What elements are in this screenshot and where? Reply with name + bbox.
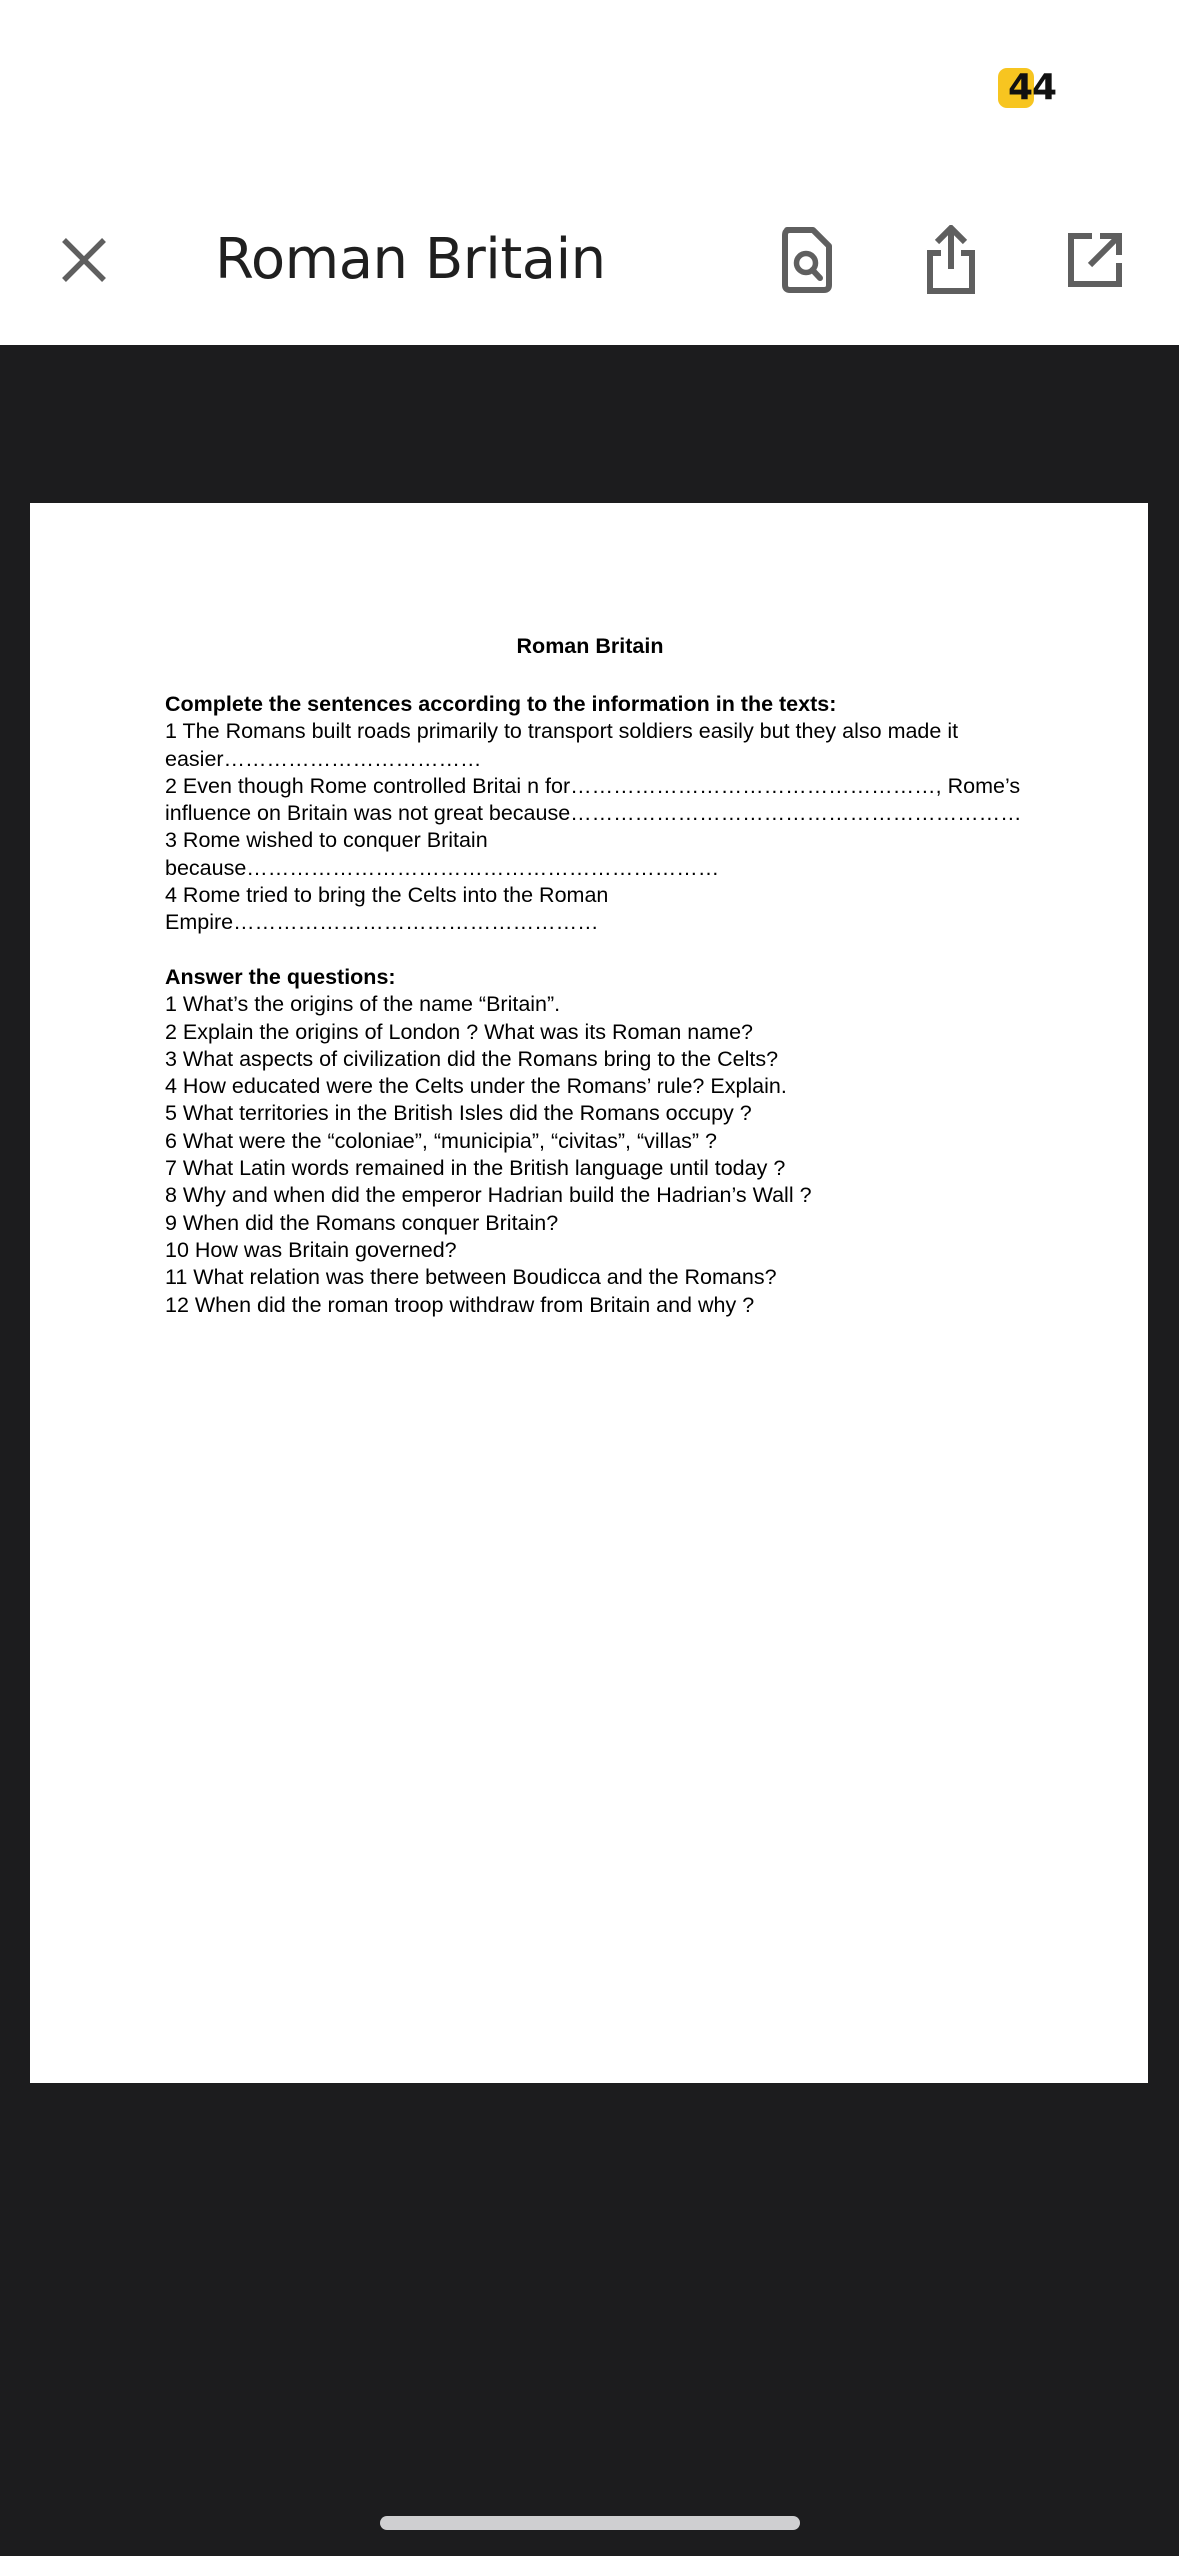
complete-sentences-section	[165, 691, 1045, 937]
list-item: 11 What relation was there between Boudicca and the Romans?	[165, 1265, 777, 1290]
open-external-button[interactable]	[1055, 220, 1135, 300]
section-title: Complete the sentences according to the information in the texts:	[165, 692, 837, 716]
document-heading: Roman Britain	[516, 634, 664, 658]
list-item: 12 When did the roman troop withdraw from Britain and why ?	[165, 1292, 755, 1317]
list-item: 6 What were the “coloniae”, “municipia”, “civitas”, “villas” ?	[165, 1128, 717, 1153]
list-item: because…………………………………………………………	[165, 855, 720, 880]
list-item: 2 Even though Rome controlled Britai n for……………………………………………, Rome’s	[165, 773, 1021, 798]
app-header	[0, 0, 1179, 345]
list-item: 4 How educated were the Celts under the Romans’ rule? Explain.	[165, 1074, 787, 1099]
list-item: 5 What territories in the British Isles did the Romans occupy ?	[165, 1101, 752, 1126]
document-page[interactable]	[30, 503, 1148, 2083]
share-button[interactable]	[911, 220, 991, 300]
document-search-button[interactable]	[767, 220, 847, 300]
list-item: 1 The Romans built roads primarily to transport soldiers easily but they also made it	[165, 719, 959, 744]
list-item: influence on Britain was not great because………………………………………………………	[165, 801, 1022, 826]
list-item: 7 What Latin words remained in the British language until today ?	[165, 1156, 786, 1181]
open-external-icon	[1066, 231, 1124, 289]
list-item: Empire……………………………………………	[165, 910, 599, 935]
close-icon	[60, 236, 108, 284]
home-indicator[interactable]	[380, 2516, 800, 2530]
list-item: 2 Explain the origins of London ? What was its Roman name?	[165, 1019, 753, 1044]
list-item: easier………………………………	[165, 746, 482, 771]
list-item: 1 What’s the origins of the name “Britain”.	[165, 992, 561, 1017]
list-item: 10 How was Britain governed?	[165, 1237, 457, 1262]
list-item: 4 Rome tried to bring the Celts into the Roman	[165, 883, 609, 908]
close-button[interactable]	[44, 220, 124, 300]
list-item: 8 Why and when did the emperor Hadrian build the Hadrian’s Wall ?	[165, 1183, 812, 1208]
answer-questions-section	[165, 964, 1045, 1319]
section-title: Answer the questions:	[165, 965, 396, 989]
battery-indicator	[998, 68, 1060, 108]
document-search-icon	[781, 227, 833, 293]
share-icon	[924, 225, 978, 295]
list-item: 3 What aspects of civilization did the Romans bring to the Celts?	[165, 1046, 779, 1071]
page-title: Roman Britain	[215, 227, 606, 292]
list-item: 9 When did the Romans conquer Britain?	[165, 1210, 559, 1235]
battery-level: 44	[1008, 67, 1057, 108]
list-item: 3 Rome wished to conquer Britain	[165, 828, 488, 853]
